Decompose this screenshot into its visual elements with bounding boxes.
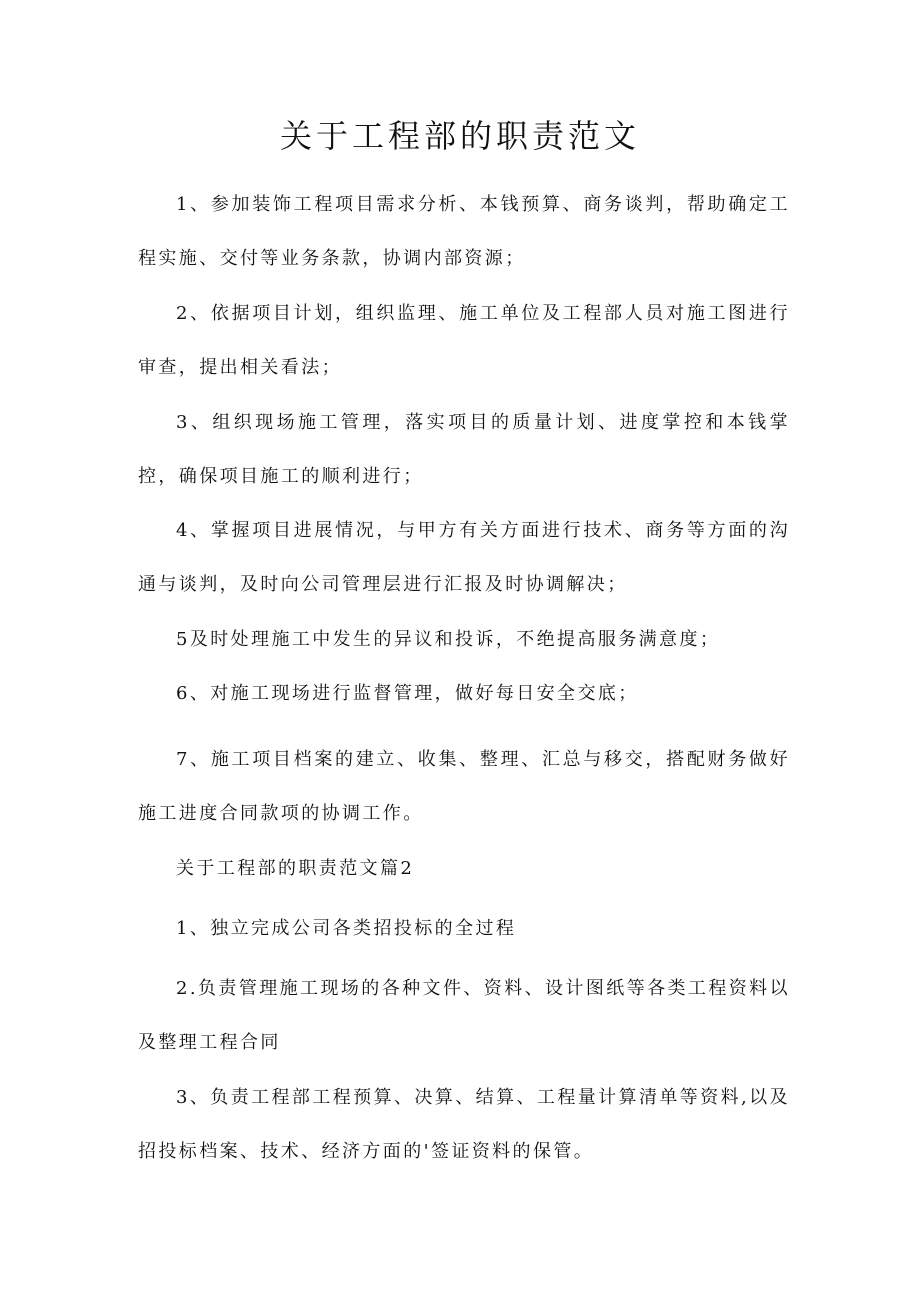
paragraph-9: 2.负责管理施工现场的各种文件、资料、设计图纸等各类工程资料以及整理工程合同 xyxy=(138,978,790,1053)
paragraph-6: 6、对施工现场进行监督管理，做好每日安全交底； xyxy=(176,683,639,704)
paragraph-5: 5及时处理施工中发生的异议和投诉，不绝提高服务满意度； xyxy=(176,629,721,650)
paragraph-4: 4、掌握项目进展情况，与甲方有关方面进行技术、商务等方面的沟通与谈判，及时向公司管理层进行汇报及时协调解决； xyxy=(138,520,790,595)
paragraph-7: 7、施工项目档案的建立、收集、整理、汇总与移交，搭配财务做好施工进度合同款项的协调工作。 xyxy=(138,749,790,824)
paragraph-10: 3、负责工程部工程预算、决算、结算、工程量计算清单等资料,以及招投标档案、技术、经济方面的'签证资料的保管。 xyxy=(138,1087,790,1162)
paragraph-8: 1、独立完成公司各类招投标的全过程 xyxy=(176,918,517,939)
paragraph-2: 2、依据项目计划，组织监理、施工单位及工程部人员对施工图进行审查，提出相关看法； xyxy=(138,303,790,378)
paragraph-1: 1、参加装饰工程项目需求分析、本钱预算、商务谈判，帮助确定工程实施、交付等业务条款，协调内部资源； xyxy=(138,194,790,269)
document-title: 关于工程部的职责范文 xyxy=(279,117,640,155)
section-heading-2: 关于工程部的职责范文篇2 xyxy=(176,858,415,879)
paragraph-3: 3、组织现场施工管理，落实项目的质量计划、进度掌控和本钱掌控，确保项目施工的顺利进行； xyxy=(138,412,790,487)
